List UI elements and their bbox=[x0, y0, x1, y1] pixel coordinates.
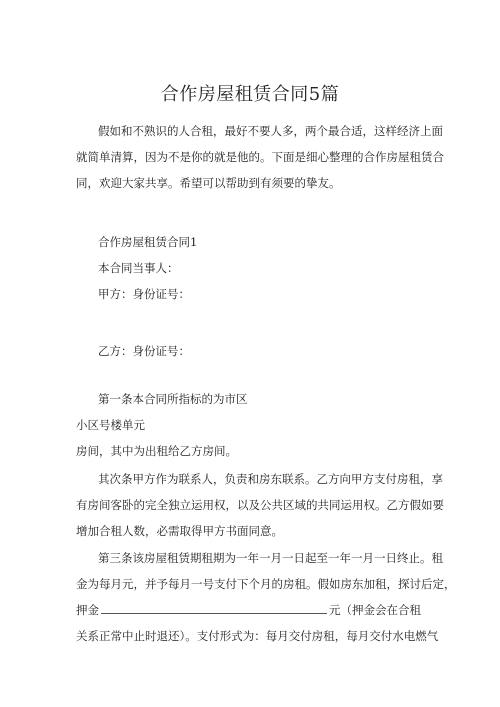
intro-line-3: 同，欢迎大家共享。希望可以帮助到有须要的挚友。 bbox=[76, 176, 341, 190]
article3-line-1: 第三条该房屋租赁期租期为一年一月一日起至一年一月一日终止。租 bbox=[98, 551, 443, 565]
deposit-suffix: 元（押金会在合租 bbox=[329, 603, 421, 617]
deposit-line bbox=[76, 597, 436, 623]
deposit-amount-blank bbox=[101, 601, 327, 614]
intro-line-1: 假如和不熟识的人合租，最好不要人多，两个最合适，这样经济上面 bbox=[98, 124, 443, 138]
intro-line-2: 就简单清算，因为不是你的就是他的。下面是细心整理的合作房屋租赁合 bbox=[76, 150, 444, 164]
parties-label: 本合同当事人： bbox=[98, 261, 179, 275]
party-b-line: 乙方：身份证号： bbox=[98, 344, 190, 358]
article2-line-1: 其次条甲方作为联系人，负责和房东联系。乙方向甲方支付房租，享 bbox=[98, 472, 443, 486]
article1-line-3: 房间，其中为出租给乙方房间。 bbox=[76, 444, 237, 458]
article1-line-2: 小区号楼单元 bbox=[76, 418, 145, 432]
section-title: 合作房屋租赁合同1 bbox=[98, 235, 198, 249]
party-a-line: 甲方：身份证号： bbox=[98, 287, 190, 301]
article2-line-2: 有房间客卧的完全独立运用权，以及公共区域的共同运用权。乙方假如要 bbox=[76, 498, 444, 512]
article3-line-2: 金为每月元，并予每月一号支付下个月的房租。假如房东加租，探讨后定， bbox=[76, 577, 456, 591]
article1-line-1: 第一条本合同所指标的为市区 bbox=[98, 392, 248, 406]
article3-line-4: 关系正常中止时退还）。支付形式为：每月交付房租，每月交付水电燃气 bbox=[76, 629, 439, 643]
deposit-prefix: 押金 bbox=[76, 603, 99, 617]
article2-line-3: 增加合租人数，必需取得甲方书面同意。 bbox=[76, 524, 283, 538]
document-title: 合作房屋租赁合同5篇 bbox=[160, 84, 340, 105]
